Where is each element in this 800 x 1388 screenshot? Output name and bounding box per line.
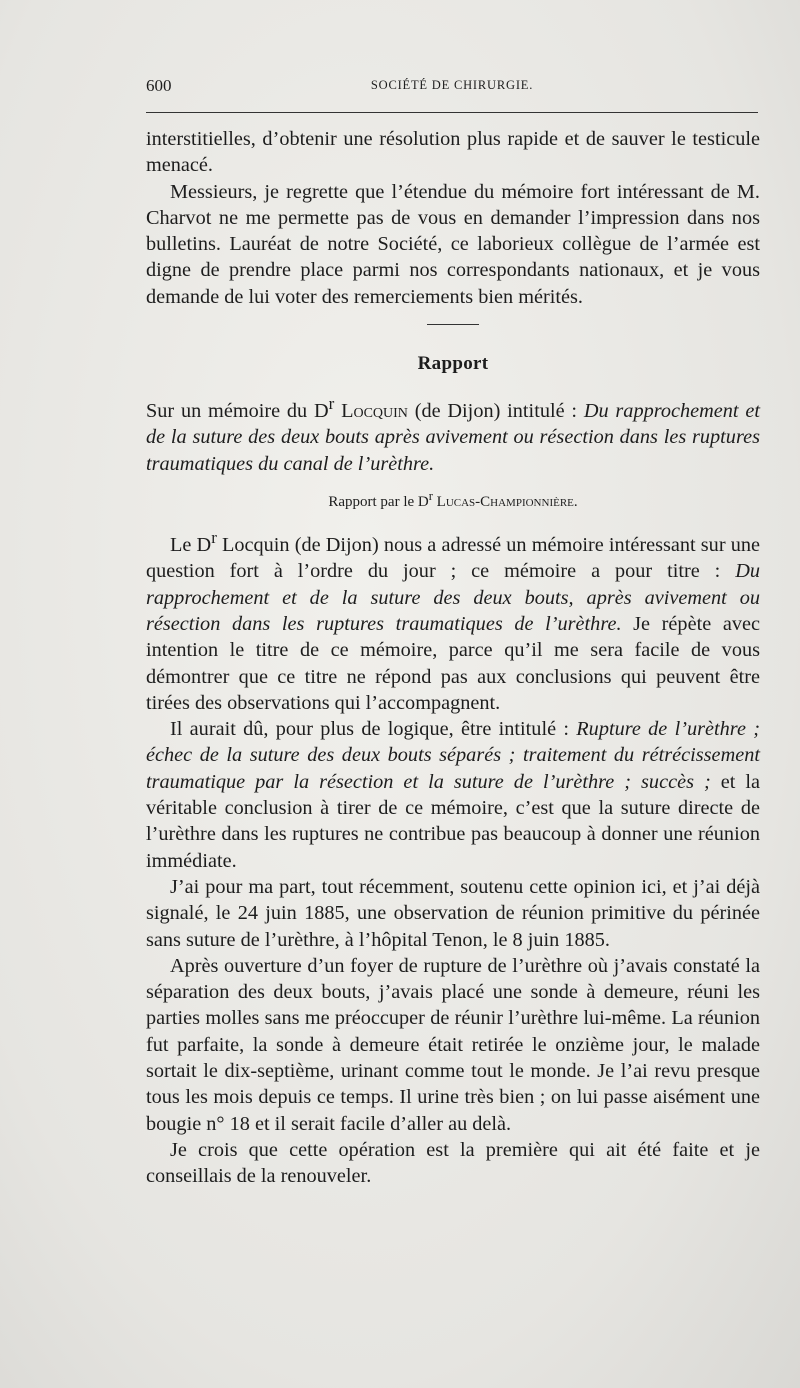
section-title: Rapport (417, 353, 489, 375)
paragraph-4: Après ouverture d’un foyer de rupture de l’urèthre où j’avais constaté la séparation des deux bouts, j’avais placé une sonde à demeure, réuni les parties molles sans me préoccuper de réunir l’urèthre lui-même. La réunion fut parfaite, la sonde à demeure était retirée le onzième jour, le malade sortait le dix-septième, urinant comme tout le monde. Je l’ai revu presque tous les mois depuis ce temps. Il urine très bien ; on lui passe aisément une bougie n° 18 et il serait facile d’aller au delà. (146, 954, 760, 1135)
page-number: 600 (146, 76, 172, 95)
rapport-sup: r (428, 489, 433, 504)
p1-c: Je répète avec intention le titre de ce mémoire, parce qu’il me sera facile de vous démontrer que ce titre ne répond pas aux conclusions qui peuvent être tirées des observations qui l’accompagnent. (146, 612, 760, 714)
report-subject (146, 391, 760, 477)
paragraph-1 (146, 525, 760, 716)
p2-b: et la véritable conclusion à tirer de ce mémoire, c’est que la suture directe de l’urèthre dans les ruptures ne contribue pas beaucoup à donner une réunion immédiate. (146, 770, 760, 872)
subject-sup: r (328, 394, 335, 414)
section-divider (427, 324, 479, 325)
subject-title: Du rapprochement et de la suture des deux bouts après avivement ou résection dans les ruptures traumatiques du canal de l’urèthre. (146, 400, 760, 475)
header-rule (146, 112, 758, 113)
paragraph-messieurs: Messieurs, je regrette que l’étendue du mémoire fort intéressant de M. Charvot ne me permette pas de vous en demander l’impression dans nos bulletins. Lauréat de notre Société, ce laborieux collègue de l’armée est digne de prendre place parmi nos correspondants nationaux, et je vous demande de lui voter des remerciements bien mérités. (146, 180, 760, 308)
p1-title: Du rapprochement et de la suture des deux bouts, après avivement ou résection dans les ruptures traumatiques de l’urèthre. (146, 560, 760, 635)
rapport-by (146, 483, 760, 515)
subject-mid: (de Dijon) intitulé : (407, 400, 584, 423)
rapport-pre: Rapport par le D (328, 494, 429, 511)
continuation-paragraph: interstitielles, d’obtenir une résolution plus rapide et de sauver le testicule menacé. (146, 128, 760, 177)
running-title: SOCIÉTÉ DE CHIRURGIE. (370, 78, 534, 92)
subject-pre: Sur un mémoire du D (146, 400, 329, 423)
p1-sup: r (211, 528, 217, 548)
paragraph-3: J’ai pour ma part, tout récemment, soutenu cette opinion ici, et j’ai déjà signalé, le 24 juin 1885, une observation de réunion primitive du périnée sans suture de l’urèthre, à l’hôpital Tenon, le 8 juin 1885. (146, 875, 760, 951)
p2-a: Il aurait dû, pour plus de logique, être intitulé : (170, 718, 577, 741)
p1-b: Locquin (de Dijon) nous a adressé un mémoire intéressant sur une question fort à l’ordre du jour ; ce mémoire a pour titre : (146, 534, 761, 583)
rapporteur-name: Lucas-Championnière. (436, 494, 578, 511)
p2-title: Rupture de l’urèthre ; échec de la suture des deux bouts séparés ; traitement du rétrécissement traumatique par la résection et la suture de l’urèthre ; succès ; (146, 718, 760, 793)
page-header (146, 76, 758, 100)
body-text (146, 126, 760, 1190)
paragraph-5: Je crois que cette opération est la première qui ait été faite et je conseillais de la renouveler. (146, 1138, 760, 1188)
paragraph-2 (146, 716, 760, 874)
p1-a: Le D (170, 534, 212, 557)
subject-author: Locquin (341, 400, 408, 423)
